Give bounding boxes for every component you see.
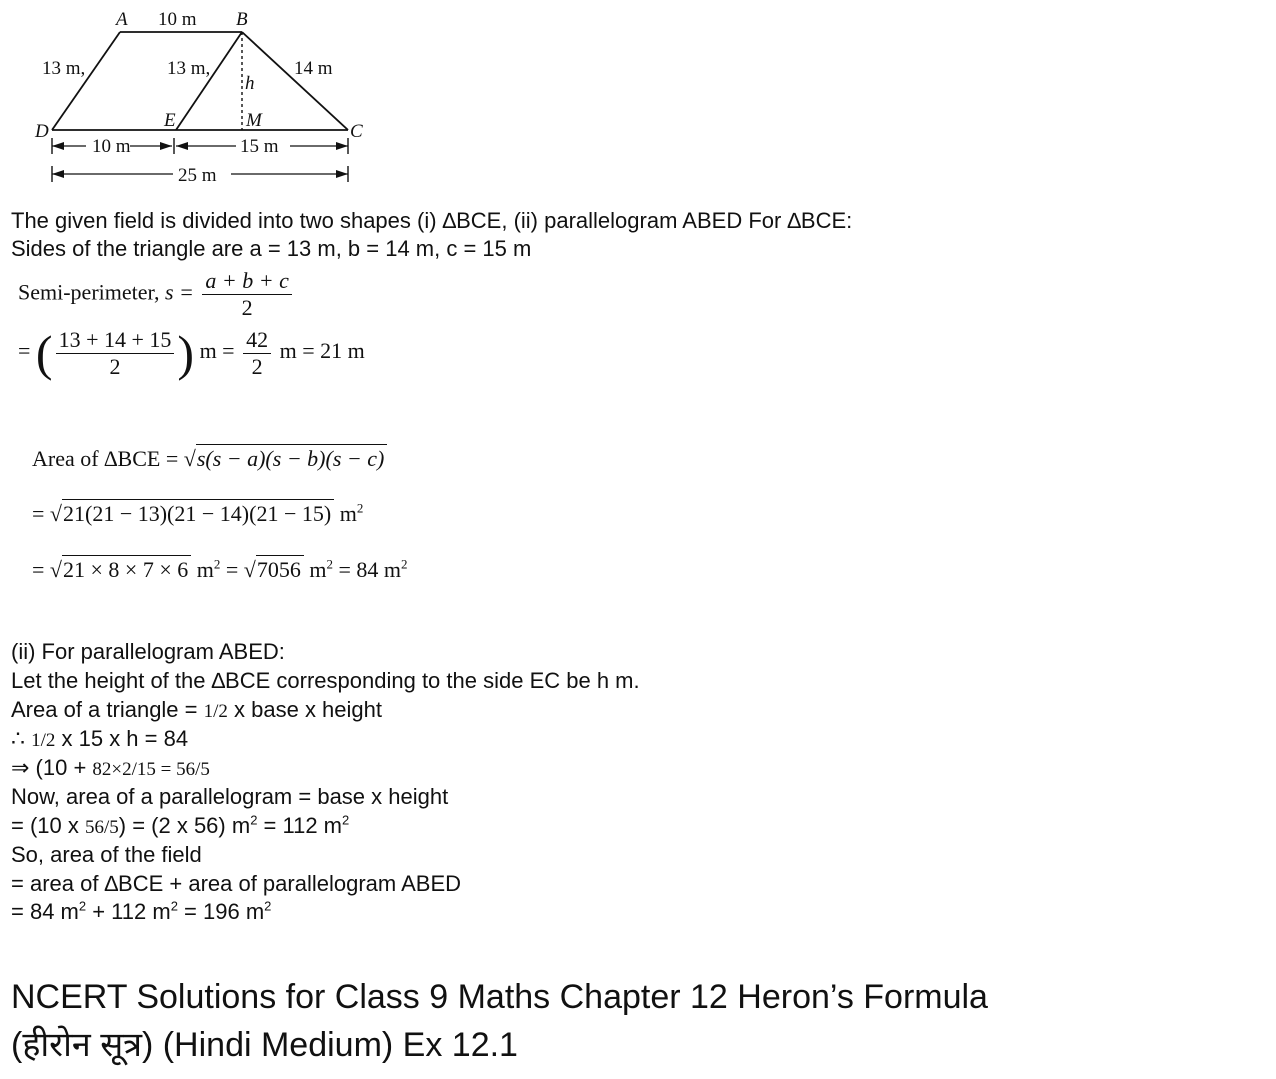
line-implies: ⇒ (10 + 82×2/15 = 56/5: [11, 755, 210, 780]
point-e: E: [164, 110, 176, 131]
label-de: 10 m: [92, 136, 131, 157]
point-a: A: [116, 9, 128, 30]
label-ab: 10 m: [158, 9, 197, 30]
line-parallelogram: (ii) For parallelogram ABED:: [11, 639, 285, 664]
line-parallelogram-area: Now, area of a parallelogram = base x height: [11, 784, 449, 809]
semi-perimeter-value: = ( $\frac{13 + 14 + 15}{2}$ ) m = $\frac{42}{2}$ m = 21 m: [18, 325, 365, 381]
line-therefore: ∴ 1/2 x 15 x h = 84: [11, 726, 189, 751]
point-b: B: [236, 9, 248, 30]
line-parallelogram-value: = (10 x 56/5) = (2 x 56) $m^2 = 112$ $m^2$: [11, 812, 350, 838]
side-ad: [52, 32, 120, 130]
line-field-area: So, area of the field: [11, 842, 202, 867]
side-be: [176, 32, 242, 130]
point-m: M: [246, 110, 262, 131]
heron-substitution: = √21(21 − 13)(21 − 14)(21 − 15) $m^2$: [32, 500, 364, 526]
label-dc: 25 m: [178, 165, 217, 186]
heading-line-1[interactable]: NCERT Solutions for Class 9 Maths Chapter 12 Heron’s Formula: [11, 978, 988, 1016]
semi-perimeter-formula: Semi-perimeter, s = $\frac{a + b + c}{2}$: [18, 268, 295, 321]
chapter-heading-link[interactable]: [11, 977, 988, 1065]
sides-text: Sides of the triangle are a = 13 m, b = 14 m, c = 15 m: [11, 236, 532, 261]
label-h: h: [245, 73, 255, 94]
label-be: 13 m,: [167, 58, 211, 79]
line-height: Let the height of the ∆BCE corresponding to the side EC be h m.: [11, 668, 640, 693]
label-ad: 13 m,: [42, 58, 86, 79]
label-bc: 14 m: [294, 58, 333, 79]
point-c: C: [350, 121, 363, 142]
trapezium-figure: [30, 0, 390, 190]
heron-result: = √21 × 8 × 7 × 6 $m^2 = √7056$ $m^2 = 84$ $m^2$: [32, 556, 408, 582]
line-total: = 84 $m^2 + 112$ $m^2 = 196$ $m^2$: [11, 898, 272, 924]
line-triangle-area: Area of a triangle = 1/2 x base x height: [11, 697, 383, 722]
label-ec: 15 m: [240, 136, 279, 157]
line-sum: = area of ∆BCE + area of parallelogram ABED: [11, 871, 462, 896]
heading-line-2[interactable]: (हीरोन सूत्र) (Hindi Medium) Ex 12.1: [11, 1026, 518, 1064]
heron-formula: Area of ∆BCE = √s(s − a)(s − b)(s − c): [32, 444, 387, 472]
intro-text: The given field is divided into two shapes (i) ∆BCE, (ii) parallelogram ABED For ∆BCE:: [11, 208, 853, 233]
point-d: D: [35, 121, 49, 142]
